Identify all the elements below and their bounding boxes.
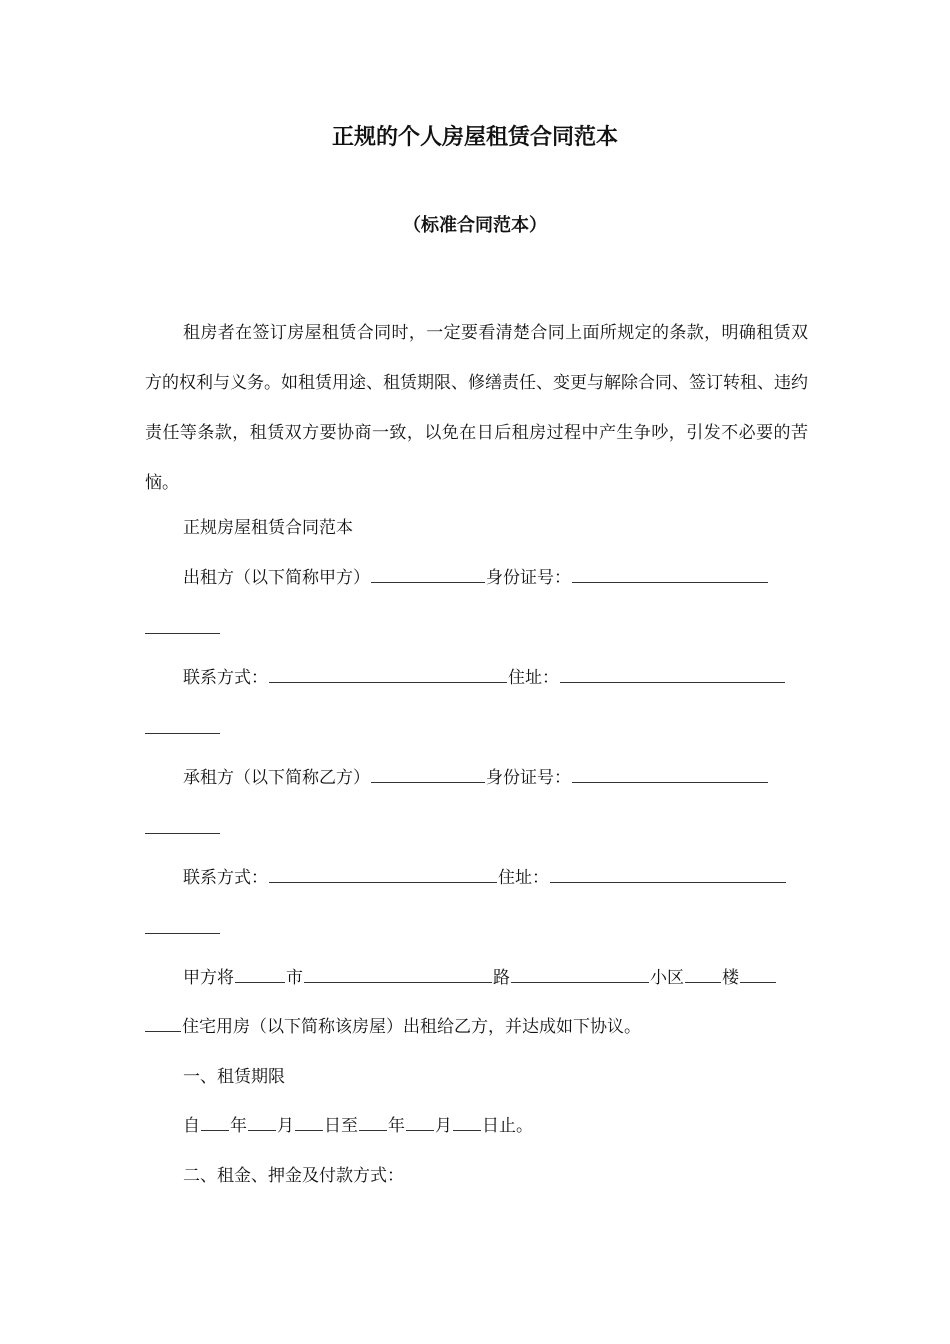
- party-b-id-blank: [572, 760, 768, 783]
- end-year-blank: [359, 1108, 387, 1131]
- party-b-name-blank: [371, 760, 485, 783]
- community-blank: [511, 960, 649, 983]
- city-blank: [235, 960, 285, 983]
- document-subtitle: （标准合同范本）: [403, 215, 547, 236]
- building-blank: [685, 960, 721, 983]
- property-road: 路: [493, 968, 510, 988]
- end-day-label: 日止。: [482, 1116, 533, 1136]
- section-1-heading: [145, 1057, 808, 1097]
- section-2-heading: [145, 1156, 808, 1196]
- party-a-id-blank-continued: [145, 633, 220, 634]
- party-a-name-blank: [371, 560, 485, 583]
- end-month-blank: [406, 1108, 434, 1131]
- party-a-contact-label: 联系方式：: [183, 668, 268, 688]
- contract-heading-text: 正规房屋租赁合同范本: [183, 518, 353, 538]
- party-b-contact-line: [145, 858, 808, 898]
- lease-term-line: [145, 1106, 808, 1146]
- party-b-id-line: [145, 758, 808, 798]
- property-building: 楼: [722, 968, 739, 988]
- end-month-label: 月: [435, 1116, 452, 1136]
- room-blank: [145, 1009, 181, 1032]
- party-a-id-line: [145, 558, 808, 598]
- section-2-heading-text: 二、租金、押金及付款方式：: [183, 1166, 404, 1186]
- end-year-label: 年: [388, 1116, 405, 1136]
- party-a-id-blank: [572, 560, 768, 583]
- section-1-heading-text: 一、租赁期限: [183, 1067, 285, 1087]
- party-b-id-label: 身份证号：: [486, 768, 571, 788]
- start-month-label: 月: [277, 1116, 294, 1136]
- party-a-contact-line: [145, 658, 808, 698]
- party-b-address-label: 住址：: [498, 868, 549, 888]
- road-blank: [304, 960, 492, 983]
- start-month-blank: [248, 1108, 276, 1131]
- party-b-contact-blank: [269, 860, 497, 883]
- party-b-id-blank-continued: [145, 833, 220, 834]
- property-community: 小区: [650, 968, 684, 988]
- party-a-id-label: 身份证号：: [486, 568, 571, 588]
- document-title: 正规的个人房屋租赁合同范本: [331, 125, 618, 150]
- property-line-continued: [145, 1007, 808, 1047]
- property-prefix: 甲方将: [183, 968, 234, 988]
- party-a-contact-blank: [269, 660, 507, 683]
- property-line: [145, 958, 808, 998]
- property-city: 市: [286, 968, 303, 988]
- party-b-contact-label: 联系方式：: [183, 868, 268, 888]
- start-day-blank: [295, 1108, 323, 1131]
- end-day-blank: [453, 1108, 481, 1131]
- unit-blank: [740, 960, 776, 983]
- party-b-address-blank: [550, 860, 786, 883]
- intro-paragraph: 租房者在签订房屋租赁合同时，一定要看清楚合同上面所规定的条款，明确租赁双方的权利与义务。如租赁用途、租赁期限、修缮责任、变更与解除合同、签订转租、违约责任等条款，租赁双方要协商一致，以免在日后租房过程中产生争吵，引发不必要的苦恼。: [145, 323, 808, 493]
- start-year-label: 年: [230, 1116, 247, 1136]
- start-year-blank: [201, 1108, 229, 1131]
- party-a-address-blank: [560, 660, 785, 683]
- party-b-address-blank-continued: [145, 933, 220, 934]
- party-b-label: 承租方（以下简称乙方）: [183, 768, 370, 788]
- contract-heading: [145, 508, 808, 548]
- party-a-label: 出租方（以下简称甲方）: [183, 568, 370, 588]
- lease-from-label: 自: [183, 1116, 200, 1136]
- party-a-address-blank-continued: [145, 733, 220, 734]
- start-day-to-label: 日至: [324, 1116, 358, 1136]
- property-suffix: 住宅用房（以下简称该房屋）出租给乙方，并达成如下协议。: [182, 1017, 641, 1037]
- party-a-address-label: 住址：: [508, 668, 559, 688]
